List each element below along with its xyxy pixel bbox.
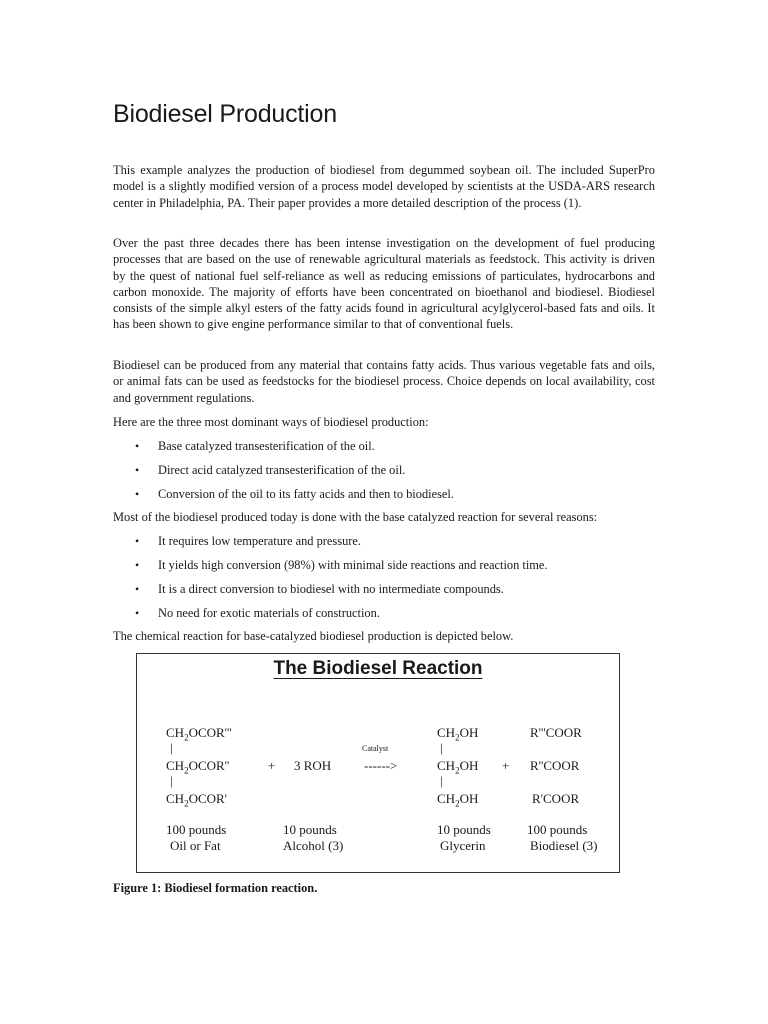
bond-line: | [170, 740, 173, 755]
glycerol-2: $CH_2OH$ [437, 758, 479, 776]
list-item: • It yields high conversion (98%) with minimal side reactions and reaction time. [135, 558, 548, 572]
bullet-icon: • [135, 558, 140, 572]
bullet-icon: • [135, 439, 140, 453]
figure-title: The Biodiesel Reaction [273, 658, 483, 679]
bullet-icon: • [135, 534, 140, 548]
catalyst-label: Catalyst [362, 744, 389, 753]
label-alcohol: Alcohol (3) [283, 838, 344, 853]
ways-intro: Here are the three most dominant ways of biodiesel production: [113, 415, 429, 429]
glycerol-1: $CH_2OH$ [437, 725, 479, 743]
mass-oil: 100 pounds [166, 822, 227, 837]
paragraph-intro: This example analyzes the production of biodiesel from degummed soybean oil. The included SuperPro model is a slightly modified version of a process model developed by scientists at the USDA-ARS research center in Philadelphia, PA. Their paper provides a more detailed description of the process (1). [113, 163, 655, 210]
figure-caption: Figure 1: Biodiesel formation reaction. [113, 881, 318, 895]
list-item: • Base catalyzed transesterification of the oil. [135, 439, 375, 453]
reactant-2: $CH_2OCOR''$ [166, 758, 230, 776]
bullet-icon: • [135, 463, 140, 477]
mass-glycerin: 10 pounds [437, 822, 491, 837]
bullet-icon: • [135, 487, 140, 501]
reasons-intro: Most of the biodiesel produced today is done with the base catalyzed reaction for several reasons: [113, 510, 598, 524]
reasons-list [113, 533, 548, 629]
bullet-icon: • [135, 582, 140, 596]
ester-1: R'''COOR [530, 725, 582, 740]
bond-line: | [440, 740, 443, 755]
alcohol: 3 ROH [294, 758, 332, 773]
plus-sign: + [502, 758, 510, 773]
label-oil: Oil or Fat [170, 838, 221, 853]
bond-line: | [440, 773, 443, 788]
mass-alcohol: 10 pounds [283, 822, 337, 837]
list-item: • Direct acid catalyzed transesterification of the oil. [135, 463, 406, 477]
ester-2: R''COOR [530, 758, 580, 773]
list-item: • It is a direct conversion to biodiesel with no intermediate compounds. [135, 582, 504, 596]
mass-biodiesel: 100 pounds [527, 822, 588, 837]
reactant-1: $CH_2OCOR'''$ [166, 725, 232, 743]
plus-sign: + [268, 758, 276, 773]
paragraph-feedstocks: Biodiesel can be produced from any material that contains fatty acids. Thus various vegetable fats and oils, or animal fats can be used as feedstocks for the biodiesel process. Choice depends on local availability, cost and government regulations. [113, 358, 655, 405]
reaction-arrow: ------> [364, 758, 398, 773]
ester-3: R'COOR [532, 791, 580, 806]
list-item: • Conversion of the oil to its fatty acids and then to biodiesel. [135, 487, 454, 501]
reactant-3: $CH_2OCOR'$ [166, 791, 228, 809]
list-item: • It requires low temperature and pressure. [135, 534, 361, 548]
bullet-icon: • [135, 606, 140, 620]
label-biodiesel: Biodiesel (3) [530, 838, 598, 853]
ways-list [113, 438, 454, 510]
reaction-figure [136, 653, 620, 873]
reaction-intro: The chemical reaction for base-catalyzed biodiesel production is depicted below. [113, 629, 514, 643]
page-title: Biodiesel Production [113, 100, 337, 128]
paragraph-background: Over the past three decades there has been intense investigation on the development of fuel producing processes that are based on the use of renewable agricultural materials as feedstock. This activity is driven by the quest of national fuel self-reliance as well as reducing emissions of particulates, hydrocarbons and carbon monoxide. The majority of efforts have been concentrated on bioethanol and biodiesel. Biodiesel consists of the simple alkyl esters of the fatty acids found in agricultural acylglycerol-based fats and oils. It has been shown to give engine performance similar to that of conventional fuels. [113, 236, 655, 332]
label-glycerin: Glycerin [440, 838, 486, 853]
glycerol-3: $CH_2OH$ [437, 791, 479, 809]
list-item: • No need for exotic materials of construction. [135, 606, 380, 620]
bond-line: | [170, 773, 173, 788]
